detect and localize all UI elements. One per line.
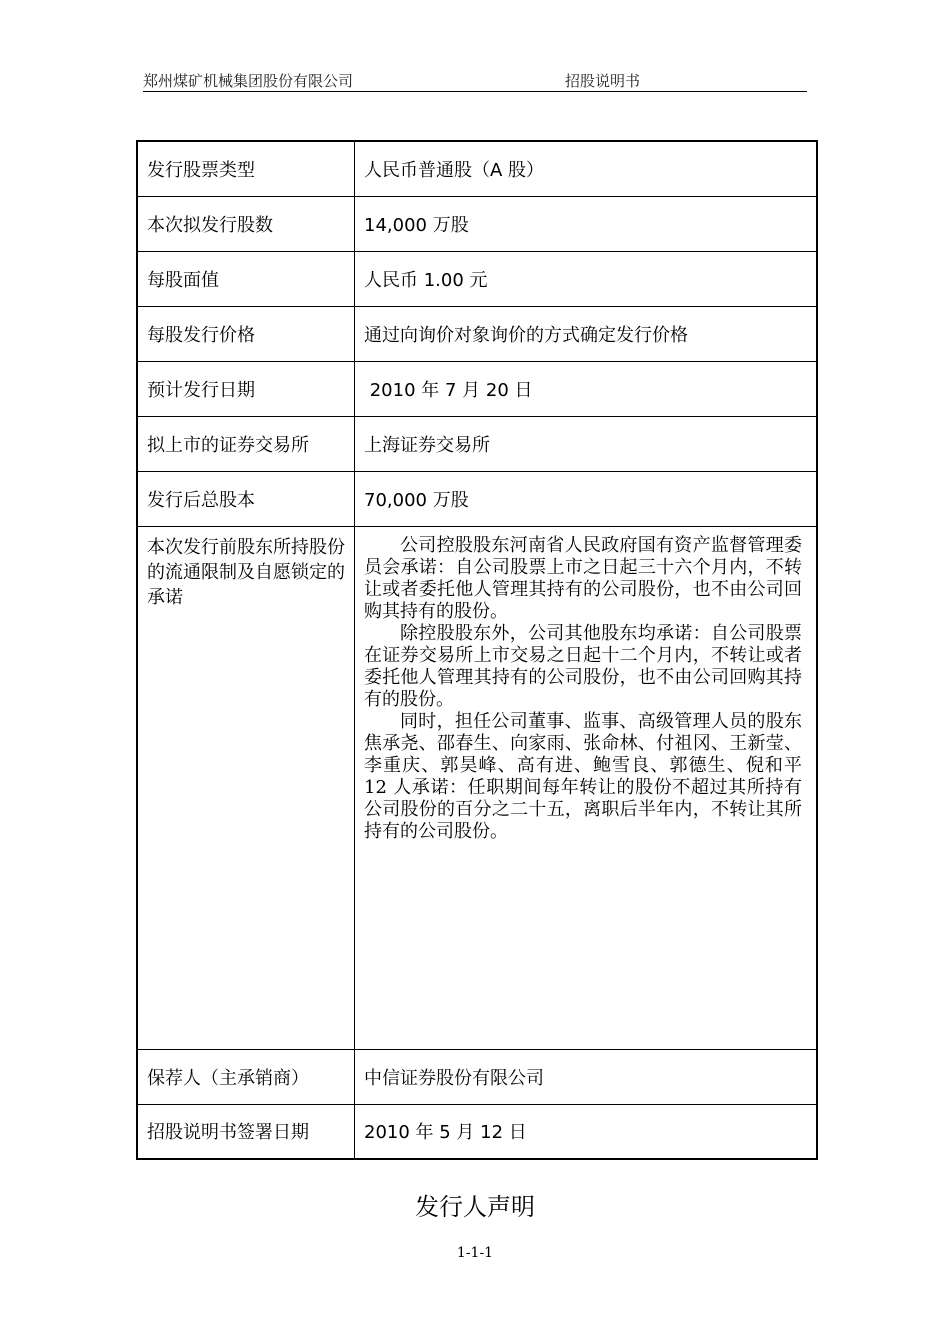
row-value-shares-offered: 14,000 万股 bbox=[355, 196, 818, 251]
row-value-issue-date: 2010 年 7 月 20 日 bbox=[355, 361, 818, 416]
table-row bbox=[137, 306, 817, 361]
row-value-sign-date: 2010 年 5 月 12 日 bbox=[355, 1104, 818, 1159]
row-label-exchange: 拟上市的证券交易所 bbox=[137, 416, 355, 471]
lockup-paragraph: 同时，担任公司董事、监事、高级管理人员的股东焦承尧、邵春生、向家雨、张命林、付祖冈、王新莹、李重庆、郭昊峰、高有进、鲍雪良、郭德生、倪和平 12 人承诺：任职期间每年转让的股份不超过其所持有公司股份的百分之二十五，离职后半年内，不转让其所持有的公司股份。 bbox=[364, 710, 802, 842]
table-row bbox=[137, 196, 817, 251]
header-document-type: 招股说明书 bbox=[565, 72, 641, 90]
table-row-lockup bbox=[137, 526, 817, 1049]
header-company-name: 郑州煤矿机械集团股份有限公司 bbox=[143, 72, 354, 90]
table-row bbox=[137, 141, 817, 196]
table-row bbox=[137, 471, 817, 526]
row-value-issue-price: 通过向询价对象询价的方式确定发行价格 bbox=[355, 306, 818, 361]
table-row bbox=[137, 1049, 817, 1104]
row-value-total-shares: 70,000 万股 bbox=[355, 471, 818, 526]
lockup-paragraph: 除控股股东外，公司其他股东均承诺：自公司股票在证券交易所上市交易之日起十二个月内，不转让或者委托他人管理其持有的公司股份，也不由公司回购其持有的股份。 bbox=[364, 622, 802, 710]
row-label-total-shares: 发行后总股本 bbox=[137, 471, 355, 526]
section-title: 发行人声明 bbox=[415, 1193, 535, 1221]
header-divider bbox=[143, 91, 807, 92]
row-label-sign-date: 招股说明书签署日期 bbox=[137, 1104, 355, 1159]
table-row bbox=[137, 251, 817, 306]
row-label-issue-date: 预计发行日期 bbox=[137, 361, 355, 416]
row-label-sponsor: 保荐人（主承销商） bbox=[137, 1049, 355, 1104]
row-value-exchange: 上海证券交易所 bbox=[355, 416, 818, 471]
row-label-share-type: 发行股票类型 bbox=[137, 141, 355, 196]
row-label-par-value: 每股面值 bbox=[137, 251, 355, 306]
row-value-lockup bbox=[355, 526, 818, 1049]
row-label-issue-price: 每股发行价格 bbox=[137, 306, 355, 361]
page-number: 1-1-1 bbox=[456, 1245, 494, 1261]
table-row bbox=[137, 361, 817, 416]
lockup-paragraph: 公司控股股东河南省人民政府国有资产监督管理委员会承诺：自公司股票上市之日起三十六个月内，不转让或者委托他人管理其持有的公司股份，也不由公司回购其持有的股份。 bbox=[364, 534, 802, 622]
row-label-shares-offered: 本次拟发行股数 bbox=[137, 196, 355, 251]
offering-info-table bbox=[136, 140, 818, 1160]
row-value-share-type: 人民币普通股（A 股） bbox=[355, 141, 818, 196]
row-label-lockup: 本次发行前股东所持股份的流通限制及自愿锁定的承诺 bbox=[137, 526, 355, 1049]
row-value-par-value: 人民币 1.00 元 bbox=[355, 251, 818, 306]
table-row bbox=[137, 1104, 817, 1159]
table-row bbox=[137, 416, 817, 471]
row-value-sponsor: 中信证券股份有限公司 bbox=[355, 1049, 818, 1104]
